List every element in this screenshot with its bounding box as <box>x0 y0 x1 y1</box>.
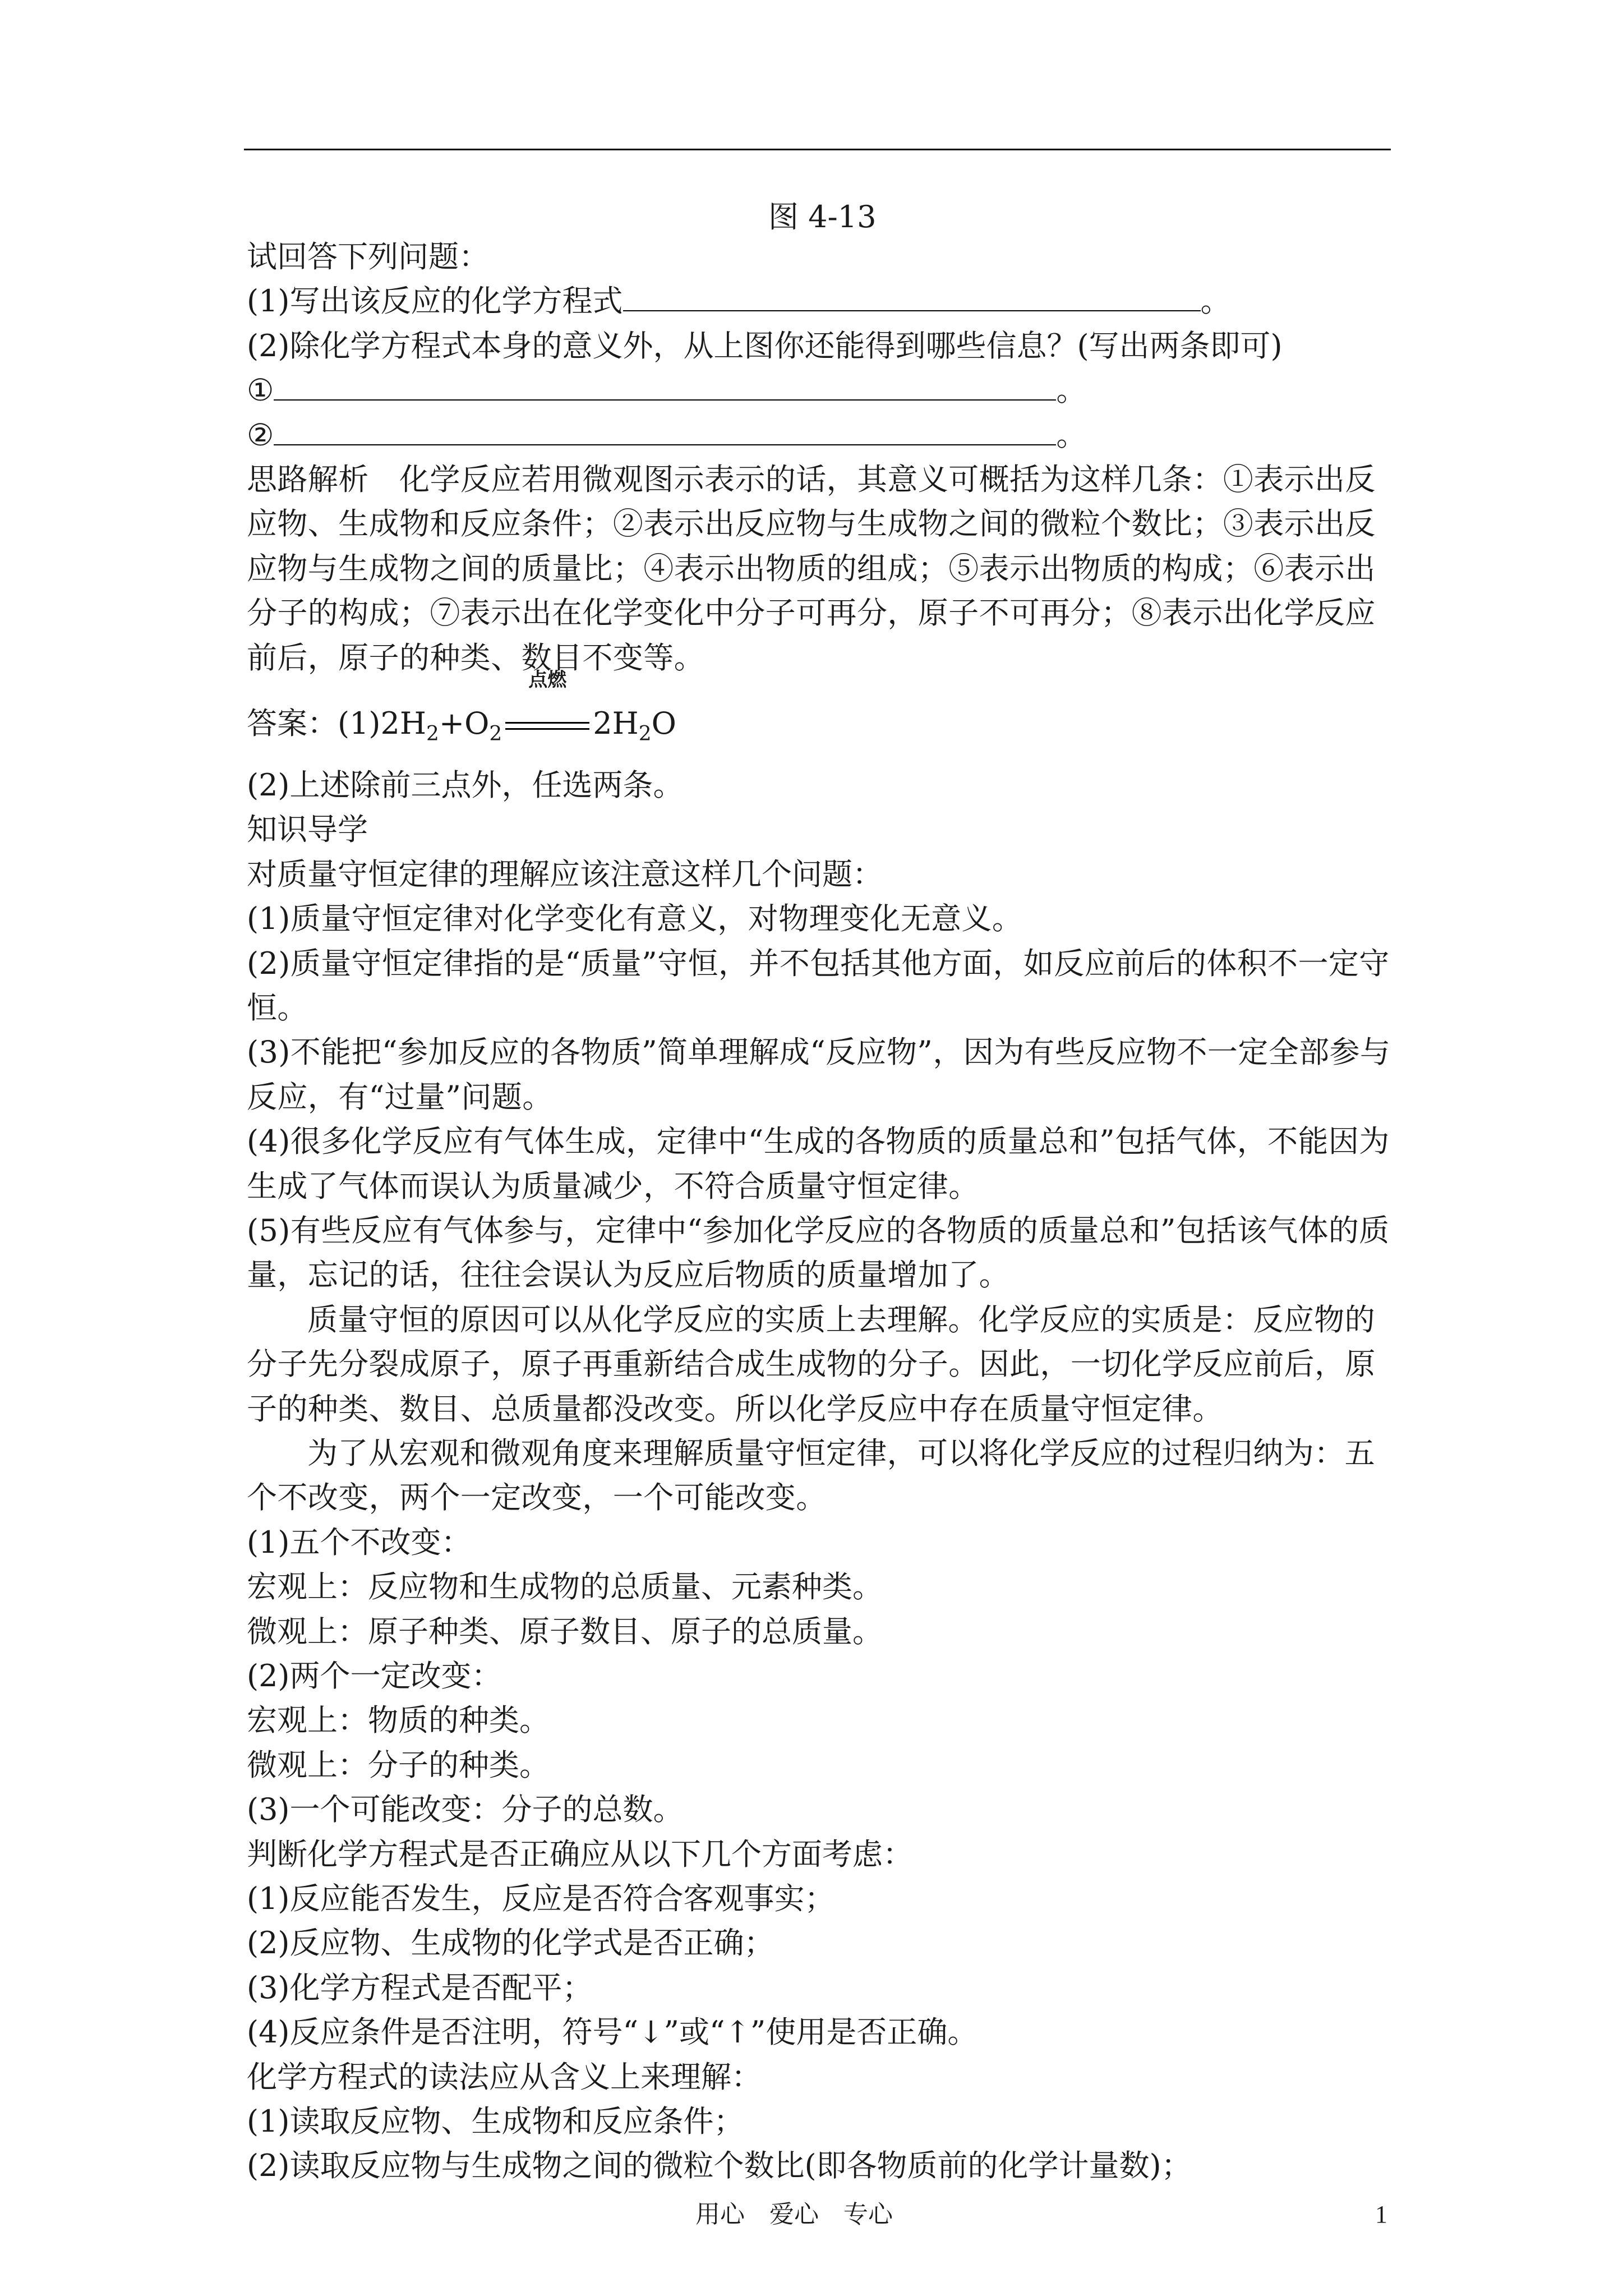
summary-item: 微观上：分子的种类。 <box>247 1747 550 1783</box>
subscript: 2 <box>638 722 652 746</box>
knowledge-item: (3)不能把“参加反应的各物质”简单理解成“反应物”，因为有些反应物不一定全部参与反应，有“过量”问题。 <box>247 1034 1391 1115</box>
document-body <box>247 234 1394 2188</box>
period-mark: 。 <box>1056 372 1087 408</box>
knowledge-item: (4)很多化学反应有气体生成，定律中“生成的各物质的质量总和”包括气体，不能因为生成了气体而误认为质量减少，不符合质量守恒定律。 <box>247 1124 1390 1204</box>
reaction-arrow <box>502 668 593 752</box>
knowledge-intro: 对质量守恒定律的理解应该注意这样几个问题： <box>247 856 883 892</box>
read-item: (2)读取反应物与生成物之间的微粒个数比(即各物质前的化学计量数)； <box>247 2148 1192 2184</box>
equation-product-tail: O <box>651 705 676 741</box>
answer-blank-3 <box>274 415 1056 445</box>
knowledge-heading: 知识导学 <box>247 812 368 848</box>
page-number: 1 <box>1375 2201 1387 2228</box>
summary-item: (2)两个一定改变： <box>247 1658 502 1694</box>
knowledge-item: (1)质量守恒定律对化学变化有意义，对物理变化无意义。 <box>247 901 1023 937</box>
summary-item: (3)一个可能改变：分子的总数。 <box>247 1792 684 1828</box>
judge-item: (2)反应物、生成物的化学式是否正确； <box>247 1925 774 1961</box>
answer-blank-2 <box>274 370 1056 401</box>
knowledge-item: (5)有些反应有气体参与，定律中“参加化学反应的各物质的质量总和”包括该气体的质量，忘记的话，往往会误认为反应后物质的质量增加了。 <box>247 1213 1390 1293</box>
read-item: (1)读取反应物、生成物和反应条件； <box>247 2103 744 2139</box>
judge-item: (4)反应条件是否注明，符号“↓”或“↑”使用是否正确。 <box>247 2014 978 2050</box>
equals-bars <box>505 722 589 730</box>
circled-2: ② <box>247 417 274 453</box>
judge-item: (3)化学方程式是否配平； <box>247 1970 593 2005</box>
blank-line-1 <box>247 368 1394 412</box>
summary-item: (1)五个不改变： <box>247 1524 472 1560</box>
summary-item: 微观上：原子种类、原子数目、原子的总质量。 <box>247 1613 883 1649</box>
reaction-condition: 点燃 <box>528 668 567 691</box>
answer-blank-1 <box>623 281 1201 311</box>
figure-caption: 图 4-13 <box>768 199 877 234</box>
answer-label: 答案：(1) <box>247 705 381 741</box>
circled-1: ① <box>247 372 274 408</box>
period-mark: 。 <box>1200 283 1231 319</box>
question-1 <box>247 279 1394 323</box>
subscript: 2 <box>489 722 502 746</box>
judge-item: (1)反应能否发生，反应是否符合客观事实； <box>247 1880 835 1916</box>
judge-intro: 判断化学方程式是否正确应从以下几个方面考虑： <box>247 1836 913 1872</box>
question-2: (2)除化学方程式本身的意义外，从上图你还能得到哪些信息？(写出两条即可) <box>247 328 1283 364</box>
equation-product: 2H <box>593 705 639 741</box>
equation-reactant-o2: +O <box>439 705 490 741</box>
analysis-paragraph: 思路解析 化学反应若用微观图示表示的话，其意义可概括为这样几条：①表示出反应物、生成物和反应条件；②表示出反应物与生成物之间的微粒个数比；③表示出反应物与生成物之间的质量比；④表示出物质的组成；⑤表示出物质的构成；⑥表示出分子的构成；⑦表示出在化学变化中分子可再分，原子不可再分；⑧表示出化学反应前后，原子的种类、数目不变等。 <box>247 461 1376 675</box>
blank-line-2 <box>247 413 1394 457</box>
question-1-text: (1)写出该反应的化学方程式 <box>247 283 623 319</box>
conservation-reason-paragraph: 质量守恒的原因可以从化学反应的实质上去理解。化学反应的实质是：反应物的分子先分裂成原子，原子再重新结合成生成物的分子。因此，一切化学反应前后，原子的种类、数目、总质量都没改变。所以化学反应中存在质量守恒定律。 <box>247 1301 1376 1427</box>
answer-line <box>247 668 1394 752</box>
summary-item: 宏观上：反应物和生成物的总质量、元素种类。 <box>247 1569 883 1605</box>
footer-motto: 用心 爱心 专心 <box>695 2200 893 2229</box>
equation-reactant-h2: 2H <box>380 705 426 741</box>
header-rule <box>244 149 1391 150</box>
questions-intro: 试回答下列问题： <box>247 239 489 274</box>
answer-part-2: (2)上述除前三点外，任选两条。 <box>247 767 684 803</box>
macro-micro-paragraph: 为了从宏观和微观角度来理解质量守恒定律，可以将化学反应的过程归纳为：五个不改变，两个一定改变，一个可能改变。 <box>247 1435 1375 1516</box>
summary-item: 宏观上：物质的种类。 <box>247 1703 550 1738</box>
read-intro: 化学方程式的读法应从含义上来理解： <box>247 2059 762 2095</box>
period-mark: 。 <box>1056 417 1087 453</box>
knowledge-item: (2)质量守恒定律指的是“质量”守恒，并不包括其他方面，如反应前后的体积不一定守恒。 <box>247 945 1390 1025</box>
subscript: 2 <box>426 722 439 746</box>
